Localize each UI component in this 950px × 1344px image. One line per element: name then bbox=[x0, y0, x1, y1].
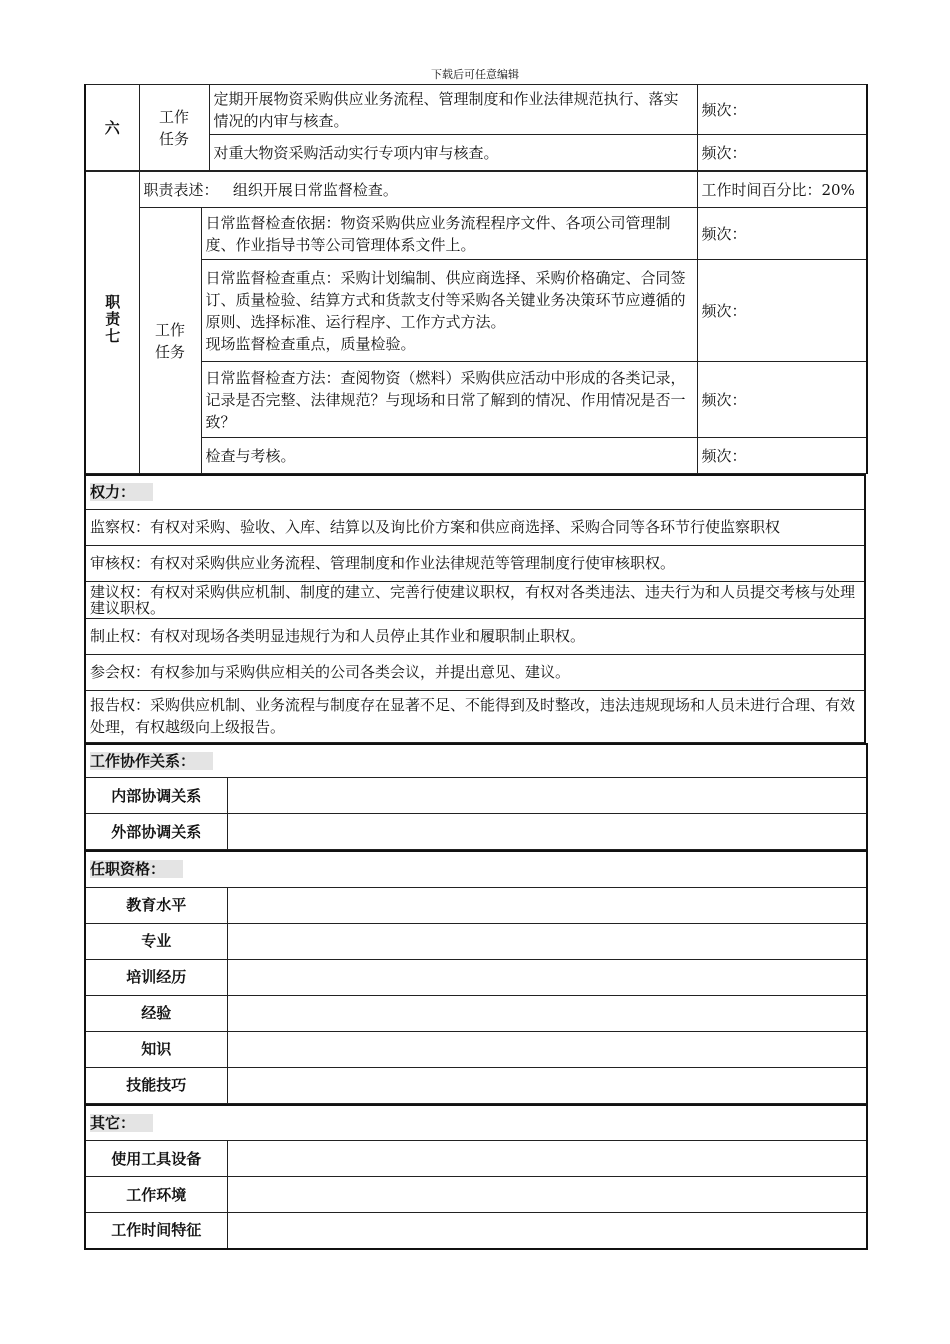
education-value bbox=[227, 887, 867, 923]
power-item-suggestion: 建议权：有权对采购供应机制、制度的建立、完善行使建议职权，有权对各类违法、违夫行为和人员提交考核与处理建议职权。 bbox=[85, 581, 865, 618]
duty-seven-task-label: 工作任务 bbox=[139, 208, 201, 474]
duty-seven-task-3: 日常监督检查方法：查阅物资（燃料）采购供应活动中形成的各类记录，记录是否完整、法律规范？与现场和日常了解到的情况、作用情况是否一致？ bbox=[201, 362, 697, 438]
qualifications-table bbox=[84, 850, 868, 1104]
cooperation-table bbox=[84, 743, 868, 851]
powers-table bbox=[84, 474, 866, 743]
training-value bbox=[227, 959, 867, 995]
duty-seven-task-3-freq: 频次： bbox=[697, 362, 867, 438]
duty-seven-description-text: 组织开展日常监督检查。 bbox=[232, 180, 398, 199]
tools-equipment-label: 使用工具设备 bbox=[85, 1141, 227, 1177]
duty-six-task-label: 工作任务 bbox=[139, 85, 209, 171]
duty-six-table bbox=[84, 84, 868, 171]
major-label: 专业 bbox=[85, 923, 227, 959]
page-header: 下载后可任意编辑 bbox=[431, 68, 519, 81]
duty-six-task-1: 定期开展物资采购供应业务流程、管理制度和作业法律规范执行、落实情况的内审与核查。 bbox=[209, 85, 697, 135]
experience-value bbox=[227, 995, 867, 1031]
internal-coordination-value bbox=[227, 778, 867, 814]
duty-seven-label-cell bbox=[85, 172, 139, 474]
qualifications-section-title bbox=[85, 851, 867, 887]
duty-seven-description bbox=[139, 172, 697, 208]
duty-seven-table bbox=[84, 171, 868, 474]
duty-seven-label: 职责七 bbox=[103, 294, 122, 345]
other-title: 其它： bbox=[90, 1114, 153, 1132]
powers-title: 权力： bbox=[90, 483, 153, 501]
job-description-form bbox=[84, 84, 866, 1250]
duty-seven-description-label: 职责表述： bbox=[143, 180, 219, 199]
training-label: 培训经历 bbox=[85, 959, 227, 995]
cooperation-title: 工作协作关系： bbox=[90, 752, 213, 770]
other-section-title bbox=[85, 1105, 867, 1141]
knowledge-label: 知识 bbox=[85, 1031, 227, 1067]
duty-seven-task-2-text: 日常监督检查重点：采购计划编制、供应商选择、采购价格确定、合同签订、质量检验、结算方式和货款支付等采购各关键业务决策环节应遵循的原则、选择标准、运行程序、工作方式方法。 bbox=[205, 268, 686, 331]
work-time-value bbox=[227, 1213, 867, 1249]
duty-seven-task-4-freq: 频次： bbox=[697, 438, 867, 474]
duty-seven-task-2-freq: 频次： bbox=[697, 260, 867, 362]
duty-seven-task-4: 检查与考核。 bbox=[201, 438, 697, 474]
powers-section-title bbox=[85, 475, 865, 509]
power-item-report: 报告权：采购供应机制、业务流程与制度存在显著不足、不能得到及时整改，违法违规现场和人员未进行合理、有效处理，有权越级向上级报告。 bbox=[85, 690, 865, 742]
skills-label: 技能技巧 bbox=[85, 1067, 227, 1103]
cooperation-section-title bbox=[85, 744, 867, 778]
duty-six-task-2-freq: 频次： bbox=[697, 135, 867, 171]
internal-coordination-label: 内部协调关系 bbox=[85, 778, 227, 814]
duty-seven-task-1: 日常监督检查依据：物资采购供应业务流程程序文件、各项公司管理制度、作业指导书等公司管理体系文件上。 bbox=[201, 208, 697, 260]
skills-value bbox=[227, 1067, 867, 1103]
duty-six-task-2: 对重大物资采购活动实行专项内审与核查。 bbox=[209, 135, 697, 171]
tools-equipment-value bbox=[227, 1141, 867, 1177]
power-item-prohibition: 制止权：有权对现场各类明显违规行为和人员停止其作业和履职制止职权。 bbox=[85, 618, 865, 654]
power-item-meeting: 参会权：有权参加与采购供应相关的公司各类会议，并提出意见、建议。 bbox=[85, 654, 865, 690]
major-value bbox=[227, 923, 867, 959]
power-item-review: 审核权：有权对采购供应业务流程、管理制度和作业法律规范等管理制度行使审核职权。 bbox=[85, 545, 865, 581]
knowledge-value bbox=[227, 1031, 867, 1067]
duty-six-number: 六 bbox=[85, 85, 139, 171]
power-item-supervision: 监察权：有权对采购、验收、入库、结算以及询比价方案和供应商选择、采购合同等各环节行使监察职权 bbox=[85, 509, 865, 545]
experience-label: 经验 bbox=[85, 995, 227, 1031]
duty-seven-task-2-text-onsite: 现场监督检查重点，质量检验。 bbox=[205, 334, 416, 353]
qualifications-title: 任职资格： bbox=[90, 860, 183, 878]
external-coordination-label: 外部协调关系 bbox=[85, 814, 227, 850]
work-time-label: 工作时间特征 bbox=[85, 1213, 227, 1249]
work-environment-value bbox=[227, 1177, 867, 1213]
work-environment-label: 工作环境 bbox=[85, 1177, 227, 1213]
education-label: 教育水平 bbox=[85, 887, 227, 923]
duty-seven-task-2 bbox=[201, 260, 697, 362]
duty-seven-task-1-freq: 频次： bbox=[697, 208, 867, 260]
duty-seven-time-percent: 工作时间百分比：20% bbox=[697, 172, 867, 208]
other-table bbox=[84, 1104, 868, 1250]
external-coordination-value bbox=[227, 814, 867, 850]
duty-six-task-1-freq: 频次： bbox=[697, 85, 867, 135]
